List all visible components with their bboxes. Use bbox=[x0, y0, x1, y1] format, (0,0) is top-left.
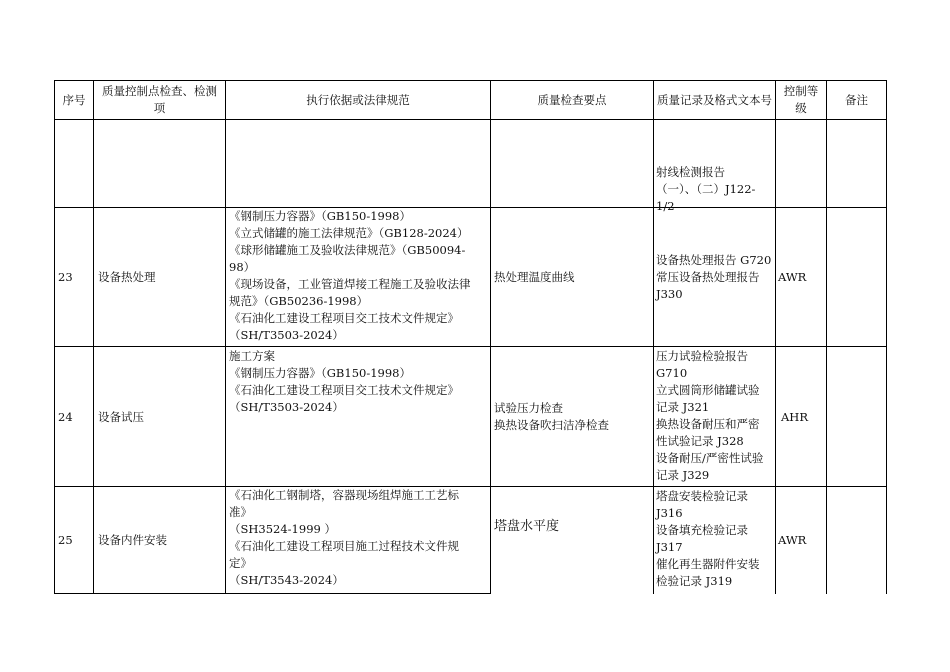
row-24-record: 压力试验检验报告 G710 立式圆筒形储罐试验 记录 J321 换热设备耐压和严密 性试验记录 J328 设备耐压/严密性试验 记录 J329 bbox=[656, 349, 764, 482]
header-remark: 备注 bbox=[845, 93, 868, 107]
row-25-inspection: 塔盘水平度 bbox=[494, 519, 560, 534]
col-line-7 bbox=[886, 80, 887, 594]
row-24-inspection: 试验压力检查 换热设备吹扫洁净检查 bbox=[494, 401, 609, 432]
row-25-seq: 25 bbox=[58, 533, 73, 547]
row-23-seq: 23 bbox=[58, 270, 73, 284]
header-inspection: 质量检查要点 bbox=[537, 93, 607, 107]
header-qc-point: 质量控制点检查、检测 项 bbox=[102, 84, 217, 115]
col-line-3 bbox=[490, 80, 491, 594]
cont-row-record: 射线检测报告 （一）、（二）J122- 1/2 bbox=[656, 165, 756, 213]
col-line-5 bbox=[775, 80, 776, 594]
row-24-seq: 24 bbox=[58, 410, 73, 424]
rule-bottom-basis bbox=[225, 593, 490, 594]
row-24-basis: 施工方案 《钢制压力容器》（GB150-1998） 《石油化工建设工程项目交工技术文件规定》 （SH/T3503-2024） bbox=[229, 349, 459, 414]
row-25-item: 设备内件安装 bbox=[98, 533, 167, 547]
rule-header-bottom bbox=[54, 119, 886, 120]
row-24-item: 设备试压 bbox=[98, 410, 144, 424]
col-line-2 bbox=[225, 80, 226, 594]
row-23-item: 设备热处理 bbox=[98, 270, 156, 284]
row-23-inspection: 热处理温度曲线 bbox=[494, 270, 575, 284]
rule-row-24-top bbox=[54, 346, 886, 347]
row-25-record: 塔盘安装检验记录 J316 设备填充检验记录 J317 催化再生器附件安装 检验记录 J319 bbox=[656, 489, 760, 588]
row-23-record: 设备热处理报告 G720 常压设备热处理报告 J330 bbox=[656, 253, 772, 301]
rule-top bbox=[54, 80, 886, 81]
row-25-basis: 《石油化工钢制塔，容器现场组焊施工工艺标 准》 （SH3524-1999 ） 《石油化工建设工程项目施工过程技术文件规 定》 （SH/T3543-2024） bbox=[229, 488, 459, 587]
row-24-level: AHR bbox=[781, 410, 808, 424]
header-seq: 序号 bbox=[62, 93, 86, 107]
col-line-4 bbox=[653, 80, 654, 594]
header-basis: 执行依据或法律规范 bbox=[306, 93, 410, 107]
rule-bottom-left bbox=[54, 593, 225, 594]
col-line-6 bbox=[826, 80, 827, 594]
col-line-1 bbox=[93, 80, 94, 594]
header-record: 质量记录及格式文本号 bbox=[657, 93, 772, 107]
row-25-level: AWR bbox=[778, 533, 807, 547]
row-23-level: AWR bbox=[778, 270, 807, 284]
row-23-basis: 《钢制压力容器》（GB150-1998） 《立式储罐的施工法律规范》（GB128-2024） 《球形储罐施工及验收法律规范》（GB50094- 98） 《现场设备，工业管道焊接工程施工及验收法律 规范》（GB50236-1998） 《石油化工建设工程项目交工技术文件规定》 （SH/T3503-2024） bbox=[229, 209, 471, 342]
col-line-0 bbox=[54, 80, 55, 594]
header-level: 控制等 级 bbox=[783, 84, 819, 115]
